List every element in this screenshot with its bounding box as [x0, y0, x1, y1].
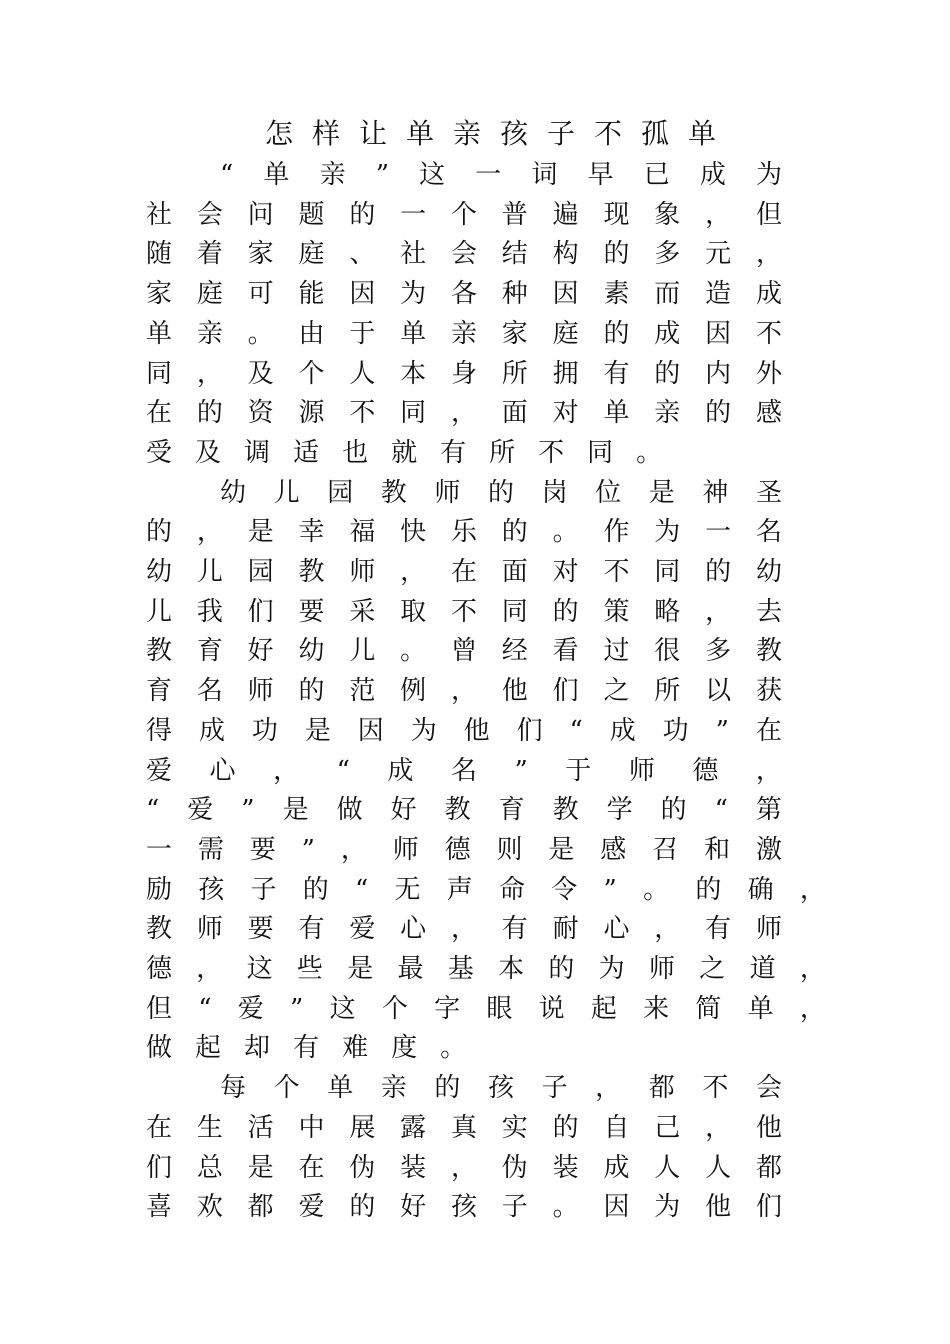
text-line: 得 成 功 是 因 为 他 们 “ 成 功 ” 在: [146, 715, 782, 746]
text-line: 随 着 家 庭 、 社 会 结 构 的 多 元 ，: [146, 239, 782, 270]
text-line: 教 师 要 有 爱 心 ， 有 耐 心 ， 有 师: [146, 914, 782, 945]
text-line: 同 ， 及 个 人 本 身 所 拥 有 的 内 外: [146, 358, 782, 389]
text-line: 受 及 调 适 也 就 有 所 不 同 。: [146, 437, 663, 468]
text-line: 社 会 问 题 的 一 个 普 遍 现 象 ， 但: [146, 199, 782, 230]
text-line: 教 育 好 幼 儿 。 曾 经 看 过 很 多 教: [146, 636, 782, 667]
text-line: 幼 儿 园 教 师 的 岗 位 是 神 圣: [220, 477, 782, 508]
text-line: “ 单 亲 ” 这 一 词 早 已 成 为: [220, 160, 782, 190]
text-line: 幼 儿 园 教 师 ， 在 面 对 不 同 的 幼: [146, 557, 782, 587]
text-line: “ 爱 ” 是 做 好 教 育 教 学 的 “ 第: [146, 795, 782, 826]
text-line: 在 生 活 中 展 露 真 实 的 自 己 ， 他: [146, 1112, 782, 1143]
text-line: 德 ， 这 些 是 最 基 本 的 为 师 之 道 ，: [146, 954, 826, 984]
text-line: 的 ， 是 幸 福 快 乐 的 。 作 为 一 名: [146, 517, 782, 548]
document-title: 怎样让单亲孩子不孤单: [264, 117, 735, 150]
text-line: 一 需 要 ” ， 师 德 则 是 感 召 和 激: [146, 834, 782, 865]
text-line: 儿 我 们 要 采 取 不 同 的 策 略 ， 去: [146, 596, 782, 627]
text-line: 每 个 单 亲 的 孩 子 ， 都 不 会: [220, 1073, 782, 1104]
text-line: 单 亲 。 由 于 单 亲 家 庭 的 成 因 不: [146, 318, 782, 349]
text-line: 家 庭 可 能 因 为 各 种 因 素 而 造 成: [146, 279, 782, 310]
text-line: 育 名 师 的 范 例 ， 他 们 之 所 以 获: [146, 676, 782, 707]
text-line: 们 总 是 在 伪 装 ， 伪 装 成 人 人 都: [146, 1152, 782, 1183]
text-line: 但 “ 爱 ” 这 个 字 眼 说 起 来 简 单 ，: [146, 993, 826, 1024]
text-line: 爱 心 ， “ 成 名 ” 于 师 德 ，: [146, 755, 782, 786]
text-line: 做 起 却 有 难 度 。: [146, 1033, 467, 1064]
text-line: 喜 欢 都 爱 的 好 孩 子 。 因 为 他 们: [146, 1192, 782, 1223]
text-line: 在 的 资 源 不 同 ， 面 对 单 亲 的 感: [146, 398, 782, 429]
text-line: 励 孩 子 的 “ 无 声 命 令 ” 。 的 确 ，: [146, 874, 826, 905]
